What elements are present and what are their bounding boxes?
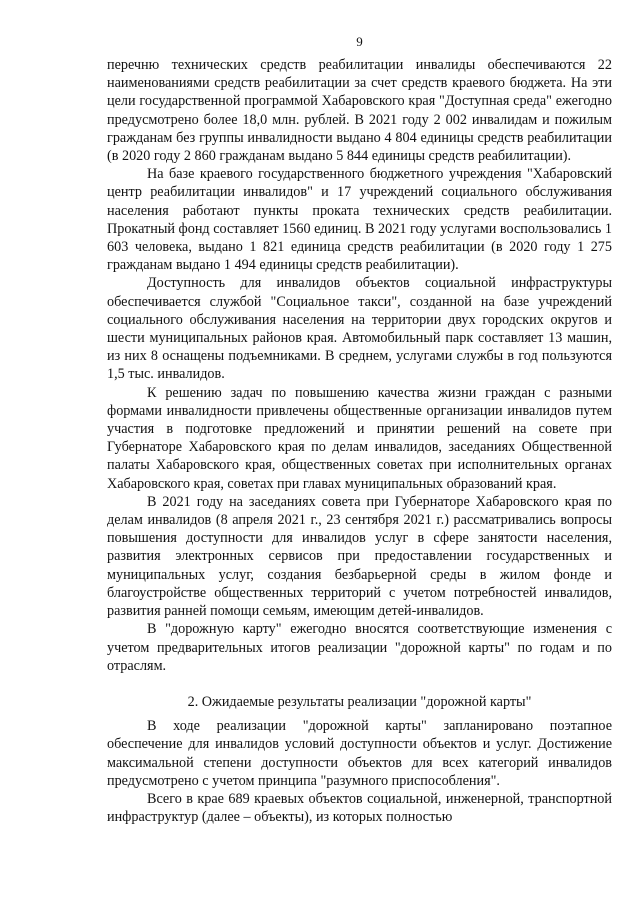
- paragraph-rental-points: На базе краевого государственного бюджетного учреждения "Хабаровский центр реабилитации инвалидов" и 17 учреждений социального обслуживания населения работают пункты проката технических средств реабилитации. Прокатный фонд составляет 1560 единиц. В 2021 году услугами воспользовались 1 603 человека, выдано 1 821 единица средств реабилитации (в 2020 году 1 275 гражданам выдано 1 494 единицы средств реабилитации).: [107, 166, 612, 274]
- section-heading: 2. Ожидаемые результаты реализации "дорожной карты": [187, 693, 532, 710]
- paragraph-public-organizations: К решению задач по повышению качества жизни граждан с разными формами инвалидности привлечены общественные организации инвалидов путем участия в подготовке предложений и принятии решений на совете при Губернаторе Хабаровского края по делам инвалидов, заседаниях Общественной палаты Хабаровского края, общественных советах при исполнительных органах Хабаровского края, советах при главах муниципальных образований края.: [107, 384, 612, 492]
- paragraph-council-meetings: В 2021 году на заседаниях совета при Губернаторе Хабаровского края по делам инвалидов (8 апреля 2021 г., 23 сентября 2021 г.) рассматривались вопросы повышения доступности для инвалидов услуг в сфере занятости населения, развития электронных сервисов при предоставлении государственных и муниципальных услуг, создания безбарьерной среды в жилом фонде и благоустройстве общественных территорий с учетом потребностей инвалидов, развития ранней помощи семьям, имеющим детей-инвалидов.: [107, 493, 612, 620]
- paragraph-aids-supply: перечню технических средств реабилитации инвалиды обеспечиваются 22 наименованиями средств реабилитации за счет средств краевого бюджета. На эти цели государственной программой Хабаровского края "Доступная среда" ежегодно предусмотрено более 18,0 млн. рублей. В 2021 году 2 002 инвалидам и пожилым гражданам без группы инвалидности выдано 4 804 единицы средств реабилитации (в 2020 году 2 860 гражданам выдано 5 844 единицы средств реабилитации).: [107, 57, 612, 165]
- document-body: [107, 56, 612, 826]
- paragraph-expected-results: В ходе реализации "дорожной карты" запланировано поэтапное обеспечение для инвалидов условий доступности объектов и услуг. Достижение максимальной степени доступности объектов для всех категорий инвалидов предусмотрено с учетом принципа "разумного приспособления".: [107, 718, 612, 789]
- page-number: 9: [356, 34, 363, 49]
- paragraph-objects-count: Всего в крае 689 краевых объектов социальной, инженерной, транспортной инфраструктур (далее – объекты), из которых полностью: [107, 790, 612, 826]
- paragraph-roadmap-changes: В "дорожную карту" ежегодно вносятся соответствующие изменения с учетом предварительных итогов реализации "дорожной карты" по годам и по отраслям.: [107, 621, 612, 674]
- paragraph-social-taxi: Доступность для инвалидов объектов социальной инфраструктуры обеспечивается службой "Социальное такси", созданной на базе учреждений социального обслуживания населения на территории двух городских округов и шести муниципальных районов края. Автомобильный парк составляет 13 машин, из них 8 оснащены подъемниками. В среднем, услугами службы в год пользуются 1,5 тыс. инвалидов.: [107, 275, 612, 383]
